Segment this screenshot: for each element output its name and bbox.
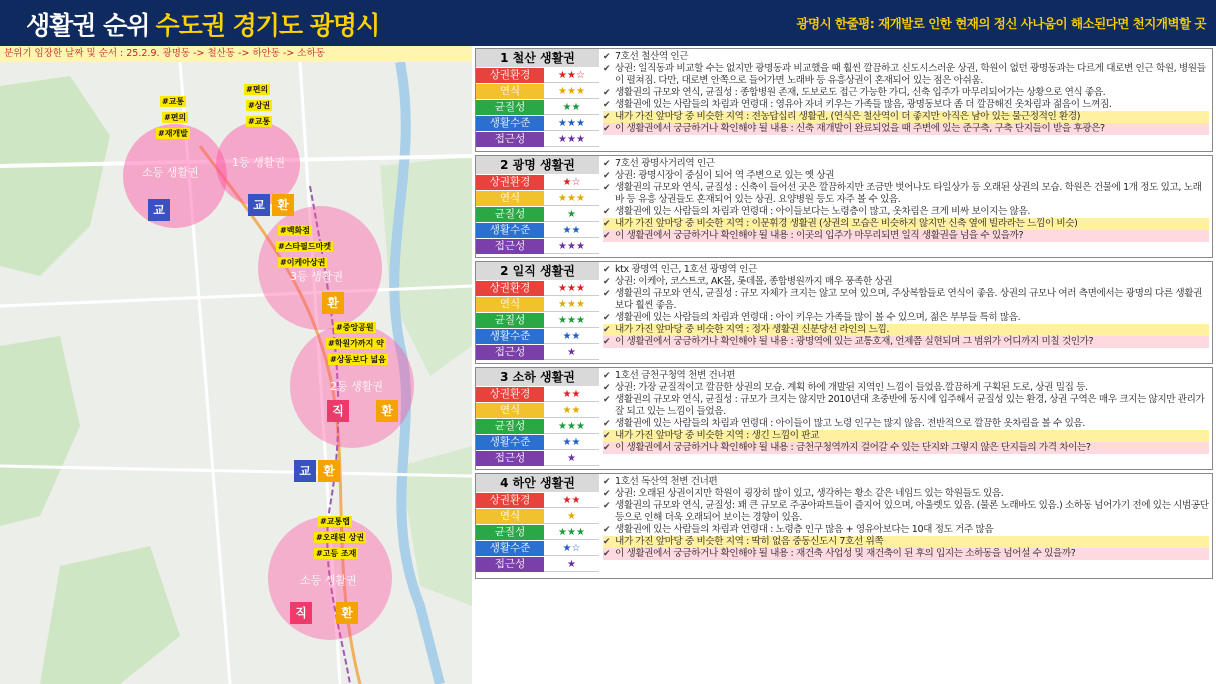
star-rating: ★★: [544, 387, 599, 402]
map-zone-label: 3등 생활권: [290, 270, 343, 283]
detail-line-question: ✔ 이 생활권에서 궁금하거나 확인해야 될 내용 : 광명역에 있는 교통호재, 언제쯤 실현되며 그 범위가 어디까지 미칠 것인가?: [603, 336, 1209, 348]
score-label: 연식: [476, 509, 544, 524]
score-label: 생활수준: [476, 116, 544, 131]
map-poi: #교통랩: [320, 517, 350, 526]
title-prefix: 생활권 순위: [26, 11, 150, 40]
zone-scores: [476, 280, 599, 360]
detail-line: ✔ 생활권의 규모와 연식, 균질성 : 종합병원 존재, 도보로도 접근 가능한 가디, 신축 입주가 마무리되어가는 상황으로 연식 좋음.: [603, 87, 1209, 99]
zone-title: 1 철산 생활권: [476, 49, 599, 67]
score-label: 생활수준: [476, 541, 544, 556]
detail-line: ✔ 상권: 오래된 상권이지만 학원이 굉장히 많이 있고, 생각하는 황소 같은 네임드 있는 학원들도 있음.: [603, 488, 1209, 500]
star-rating: ★★★: [544, 116, 599, 131]
detail-line: ✔ 1호선 금천구청역 천변 건너편: [603, 370, 1209, 382]
zone-scores: [476, 174, 599, 254]
zone-title: 2 일직 생활권: [476, 262, 599, 280]
detail-line: ✔ 생활권의 규모와 연식, 균질성 : 규모 자체가 크지는 않고 모여 있으며, 주상복합들로 연식이 좋음. 상권의 규모나 여러 측면에서는 광명의 다른 생활권보다 훨씬 좋음.: [603, 288, 1209, 312]
detail-line-similar-area: ✔ 내가 가진 앞마당 중 비슷한 지역 : 전농답십리 생활권, (연식은 철산역이 더 좋지만 아직은 남아 있는 물근정적인 환경): [603, 111, 1209, 123]
zone-details: [603, 476, 1209, 560]
star-rating: ★★★: [544, 419, 599, 434]
zone-details: [603, 158, 1209, 242]
detail-line: ✔ 생활권에 있는 사람들의 차림과 연령대 : 영유아 자녀 키우는 가족들 많음, 광명동보다 좀 더 깔끔해진 옷차림과 젊음이 느껴짐.: [603, 99, 1209, 111]
page-title: [26, 6, 379, 42]
detail-line: ✔ 생활권의 규모와 연식, 균질성 : 신축이 들어선 곳은 깔끔하지만 조금만 벗어나도 타일상가 등 오래된 상권의 모습. 학원은 건물에 1개 정도 있고, 노래바 등 유흥 상권들도 혼재되어 있는 상권. 요양병원 등도 자주 볼 수 있음.: [603, 182, 1209, 206]
star-rating: ★☆: [544, 175, 599, 190]
map-tag-environment: 환: [272, 194, 294, 216]
star-rating: ★★★: [544, 239, 599, 254]
star-rating: ★★★: [544, 313, 599, 328]
score-label: 접근성: [476, 345, 544, 360]
map-tag-transport: 교: [248, 194, 270, 216]
detail-line-question: ✔ 이 생활권에서 궁금하거나 확인해야 될 내용 : 재건축 사업성 및 재건축이 된 후의 입지는 소하동을 넘어설 수 있을까?: [603, 548, 1209, 560]
zone-title: 3 소하 생활권: [476, 368, 599, 386]
detail-line: ✔ 생활권의 규모와 연식, 균질성: 꽤 큰 규모로 주공아파트들이 즐지어 있으며, 아울렛도 있음. (물론 노래바도 있음.) 소하동 넘어가기 전에 있는 시범공단 등으로 인해 더욱 오래되어 보이는 경향이 있음.: [603, 500, 1209, 524]
map-poi: #편의: [164, 113, 187, 122]
map-tag-transport: 교: [294, 460, 316, 482]
map-poi: #교통: [162, 97, 185, 106]
star-rating: ★★: [544, 329, 599, 344]
detail-line: ✔ 상권: 일직동과 비교할 수는 없지만 광명동과 비교했을 때 훨씬 깔끔하고 신도시스러운 상권, 학원이 없던 광명동과는 다르게 대로변 인근 학원, 병원들이 펼쳐짐. 다만, 대로변 안쪽으로 들어가면 노래바 등 유흥상권이 혼재되어 있는 점은 아쉬움.: [603, 63, 1209, 87]
map-tag-environment: 환: [318, 460, 340, 482]
zone-card-soha: [475, 367, 1213, 470]
map-poi: #교통: [248, 117, 271, 126]
star-rating: ★★★: [544, 297, 599, 312]
star-rating: ★☆: [544, 541, 599, 556]
zone-details: [603, 370, 1209, 454]
detail-line: ✔ 생활권에 있는 사람들의 차림과 연령대 : 아이들이 많고 노령 인구는 많지 않음. 전반적으로 깔끔한 옷차림을 볼 수 있음.: [603, 418, 1209, 430]
star-rating: ★★★: [544, 191, 599, 206]
score-label: 상권환경: [476, 68, 544, 83]
map-zone-label: 2등 생활권: [330, 380, 383, 393]
detail-line: ✔ 상권: 가장 균질적이고 깔끔한 상권의 모습. 계획 하에 개발된 지역인 느낌이 들었음.깔끔하게 구획된 도로, 상권 밀집 등.: [603, 382, 1209, 394]
map-poi: #고등 조재: [316, 549, 357, 558]
detail-line: ✔ 상권: 광명시장이 중심이 되어 역 주변으로 있는 옛 상권: [603, 170, 1209, 182]
star-rating: ★★: [544, 435, 599, 450]
star-rating: ★: [544, 509, 599, 524]
map-tag-job: 직: [290, 602, 312, 624]
star-rating: ★: [544, 557, 599, 572]
map-zone-label: 소등 생활권: [142, 166, 199, 179]
map-poi: #이케아상권: [280, 258, 326, 267]
zone-scores: [476, 492, 599, 572]
detail-line: ✔ 생활권에 있는 사람들의 차림과 연령대 : 아이들보다는 노령층이 많고, 옷차림은 크게 비싸 보이지는 않음.: [603, 206, 1209, 218]
map-tag-environment: 환: [322, 292, 344, 314]
star-rating: ★: [544, 345, 599, 360]
zone-card-haan: [475, 473, 1213, 579]
score-label: 생활수준: [476, 329, 544, 344]
zone-card-cheolsan: [475, 48, 1213, 152]
zone-title: 4 하안 생활권: [476, 474, 599, 492]
detail-line: ✔ 1호선 독산역 천변 건너편: [603, 476, 1209, 488]
star-rating: ★★: [544, 223, 599, 238]
score-label: 연식: [476, 297, 544, 312]
score-label: 연식: [476, 191, 544, 206]
map-tag-transport: 교: [148, 199, 170, 221]
map-visit-banner: 분위기 임장한 날짜 및 순서 : 25.2.9. 광명동 -> 철산동 -> 하안동 -> 소하동: [0, 46, 472, 62]
score-label: 균질성: [476, 313, 544, 328]
zone-card-iljik: [475, 261, 1213, 364]
map-tag-environment: 환: [336, 602, 358, 624]
detail-line-similar-area: ✔ 내가 가진 앞마당 중 비슷한 지역 : 생긴 느낌이 판교: [603, 430, 1209, 442]
detail-line-similar-area: ✔ 내가 가진 앞마당 중 비슷한 지역 : 딱히 없음 중동신도시 7호선 위쪽: [603, 536, 1209, 548]
detail-line: ✔ 생활권의 규모와 연식, 균질성 : 규모가 크지는 않지만 2010년대 초중반에 동시에 입주해서 균질성 있는 환경, 상권 구역은 매우 크지는 않지만 관리가 잘 되고 있는 느낌이 들었음.: [603, 394, 1209, 418]
zone-card-gwangmyeong: [475, 155, 1213, 258]
zone-details: [603, 264, 1209, 348]
star-rating: ★★: [544, 493, 599, 508]
detail-line-similar-area: ✔ 내가 가진 앞마당 중 비슷한 지역 : 정자 생활권 신분당선 라인의 느낌.: [603, 324, 1209, 336]
detail-line: ✔ 상권: 이케아, 코스트코, AK몰, 롯데몰, 종합병원까지 매우 풍족한 상권: [603, 276, 1209, 288]
detail-line: ✔ ktx 광명역 인근, 1호선 광명역 인근: [603, 264, 1209, 276]
score-label: 생활수준: [476, 223, 544, 238]
map-poi: #상권: [248, 101, 271, 110]
map-tag-environment: 환: [376, 400, 398, 422]
map-poi: #백화점: [280, 226, 310, 235]
map-poi: #중앙공원: [336, 323, 374, 332]
star-rating: ★★★: [544, 84, 599, 99]
zone-title: 2 광명 생활권: [476, 156, 599, 174]
score-label: 접근성: [476, 557, 544, 572]
detail-line: ✔ 7호선 철산역 인근: [603, 51, 1209, 63]
detail-line-question: ✔ 이 생활권에서 궁금하거나 확인해야 될 내용 : 이곳의 입주가 마무리되면 일직 생활권을 넘을 수 있을까?: [603, 230, 1209, 242]
detail-line-similar-area: ✔ 내가 가진 앞마당 중 비슷한 지역 : 이문휘경 생활권 (상권의 모습은 비슷하지 않지만 신축 옆에 빌라라는 느낌이 비슷): [603, 218, 1209, 230]
score-label: 접근성: [476, 239, 544, 254]
zone-scores: [476, 386, 599, 466]
map-poi: #스타필드마켓: [278, 242, 332, 251]
map-poi: #재개발: [158, 129, 188, 138]
detail-line: ✔ 7호선 광명사거리역 인근: [603, 158, 1209, 170]
header-bar: [0, 0, 1216, 46]
star-rating: ★★: [544, 403, 599, 418]
score-label: 균질성: [476, 525, 544, 540]
star-rating: ★: [544, 451, 599, 466]
map-panel: [0, 46, 472, 684]
map-poi: #오래된 상권: [316, 533, 365, 542]
map-poi: #상동보다 넓음: [330, 355, 386, 364]
map-zone-label: 소등 생활권: [300, 574, 357, 587]
score-label: 균질성: [476, 207, 544, 222]
map-zone-label: 1등 생활권: [232, 156, 285, 169]
score-label: 상권환경: [476, 493, 544, 508]
score-label: 균질성: [476, 100, 544, 115]
score-label: 균질성: [476, 419, 544, 434]
score-label: 접근성: [476, 132, 544, 147]
zone-ranking-panel: [475, 46, 1216, 684]
star-rating: ★★★: [544, 281, 599, 296]
score-label: 연식: [476, 84, 544, 99]
title-highlight: 수도권 경기도 광명시: [155, 11, 380, 40]
score-label: 상권환경: [476, 387, 544, 402]
zone-scores: [476, 67, 599, 147]
star-rating: ★★☆: [544, 68, 599, 83]
detail-line: ✔ 생활권에 있는 사람들의 차림과 연령대 : 노령층 인구 많음 + 영유아보다는 10대 정도 거주 많음: [603, 524, 1209, 536]
page-subtitle: 광명시 한줄평: 재개발로 인한 현재의 정신 사나움이 해소된다면 천지개벽할 곳: [796, 16, 1206, 31]
detail-line: ✔ 생활권에 있는 사람들의 차림과 연령대 : 아이 키우는 가족들 많이 볼 수 있으며, 젊은 부부들 특히 많음.: [603, 312, 1209, 324]
map-poi: #편의: [246, 85, 269, 94]
score-label: 연식: [476, 403, 544, 418]
star-rating: ★★★: [544, 525, 599, 540]
score-label: 상권환경: [476, 175, 544, 190]
zone-details: [603, 51, 1209, 135]
star-rating: ★★★: [544, 132, 599, 147]
detail-line-question: ✔ 이 생활권에서 궁금하거나 확인해야 될 내용 : 신축 재개발이 완료되었을 때 주변에 있는 준구축, 구축 단지들이 받을 후광은?: [603, 123, 1209, 135]
star-rating: ★★: [544, 100, 599, 115]
detail-line-question: ✔ 이 생활권에서 궁금하거나 확인해야 될 내용 : 금천구청역까지 걸어갈 수 있는 단지와 그렇지 않은 단지들의 가격 차이는?: [603, 442, 1209, 454]
map-tag-job: 직: [327, 400, 349, 422]
map-poi: #학원가까지 약: [328, 339, 384, 348]
star-rating: ★: [544, 207, 599, 222]
score-label: 상권환경: [476, 281, 544, 296]
map-canvas: [0, 46, 472, 684]
score-label: 생활수준: [476, 435, 544, 450]
score-label: 접근성: [476, 451, 544, 466]
